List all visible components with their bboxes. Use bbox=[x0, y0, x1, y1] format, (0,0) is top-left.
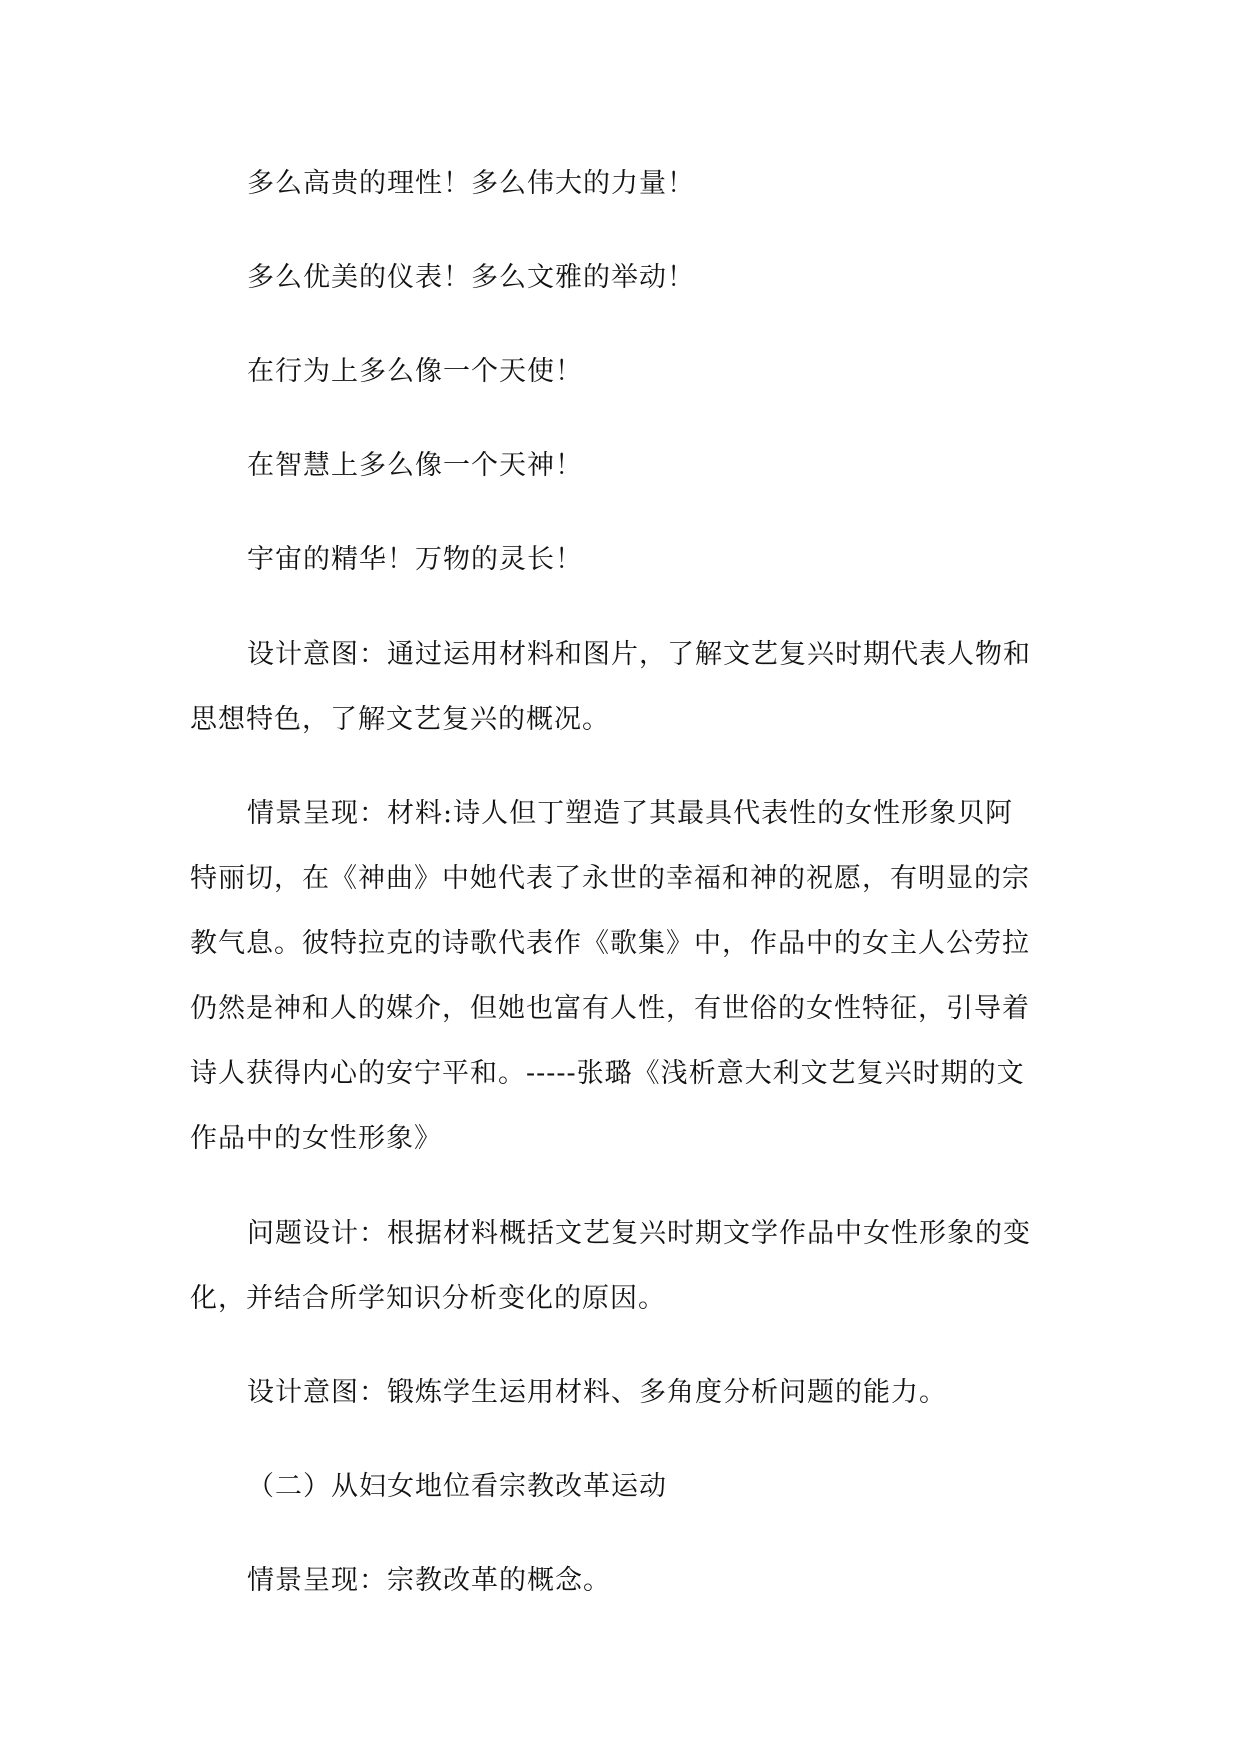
scene-2: 情景呈现：宗教改革的概念。 bbox=[247, 1565, 611, 1596]
design-intent-1-line-1: 设计意图：通过运用材料和图片，了解文艺复兴时期代表人物和 bbox=[247, 639, 1031, 670]
poem-line-3: 在行为上多么像一个天使！ bbox=[247, 356, 583, 387]
design-intent-1-line-2: 思想特色，了解文艺复兴的概况。 bbox=[190, 704, 610, 735]
question-design-line-2: 化，并结合所学知识分析变化的原因。 bbox=[190, 1283, 666, 1314]
scene-1-line-6: 作品中的女性形象》 bbox=[190, 1123, 442, 1154]
scene-1-line-3: 教气息。彼特拉克的诗歌代表作《歌集》中，作品中的女主人公劳拉 bbox=[190, 928, 1030, 959]
scene-1-line-2: 特丽切，在《神曲》中她代表了永世的幸福和神的祝愿，有明显的宗 bbox=[190, 863, 1030, 894]
poem-line-2: 多么优美的仪表！多么文雅的举动！ bbox=[247, 262, 695, 293]
scene-1-line-1: 情景呈现：材料:诗人但丁塑造了其最具代表性的女性形象贝阿 bbox=[247, 798, 1014, 829]
section-heading: （二）从妇女地位看宗教改革运动 bbox=[247, 1471, 667, 1502]
poem-line-1: 多么高贵的理性！多么伟大的力量！ bbox=[247, 168, 695, 199]
scene-1-line-4: 仍然是神和人的媒介，但她也富有人性，有世俗的女性特征，引导着 bbox=[190, 993, 1030, 1024]
design-intent-2: 设计意图：锻炼学生运用材料、多角度分析问题的能力。 bbox=[247, 1377, 947, 1408]
poem-line-4: 在智慧上多么像一个天神！ bbox=[247, 450, 583, 481]
scene-1-line-5: 诗人获得内心的安宁平和。-----张璐《浅析意大利文艺复兴时期的文 bbox=[190, 1058, 1025, 1089]
question-design-line-1: 问题设计：根据材料概括文艺复兴时期文学作品中女性形象的变 bbox=[247, 1218, 1031, 1249]
poem-line-5: 宇宙的精华！万物的灵长！ bbox=[247, 544, 583, 575]
